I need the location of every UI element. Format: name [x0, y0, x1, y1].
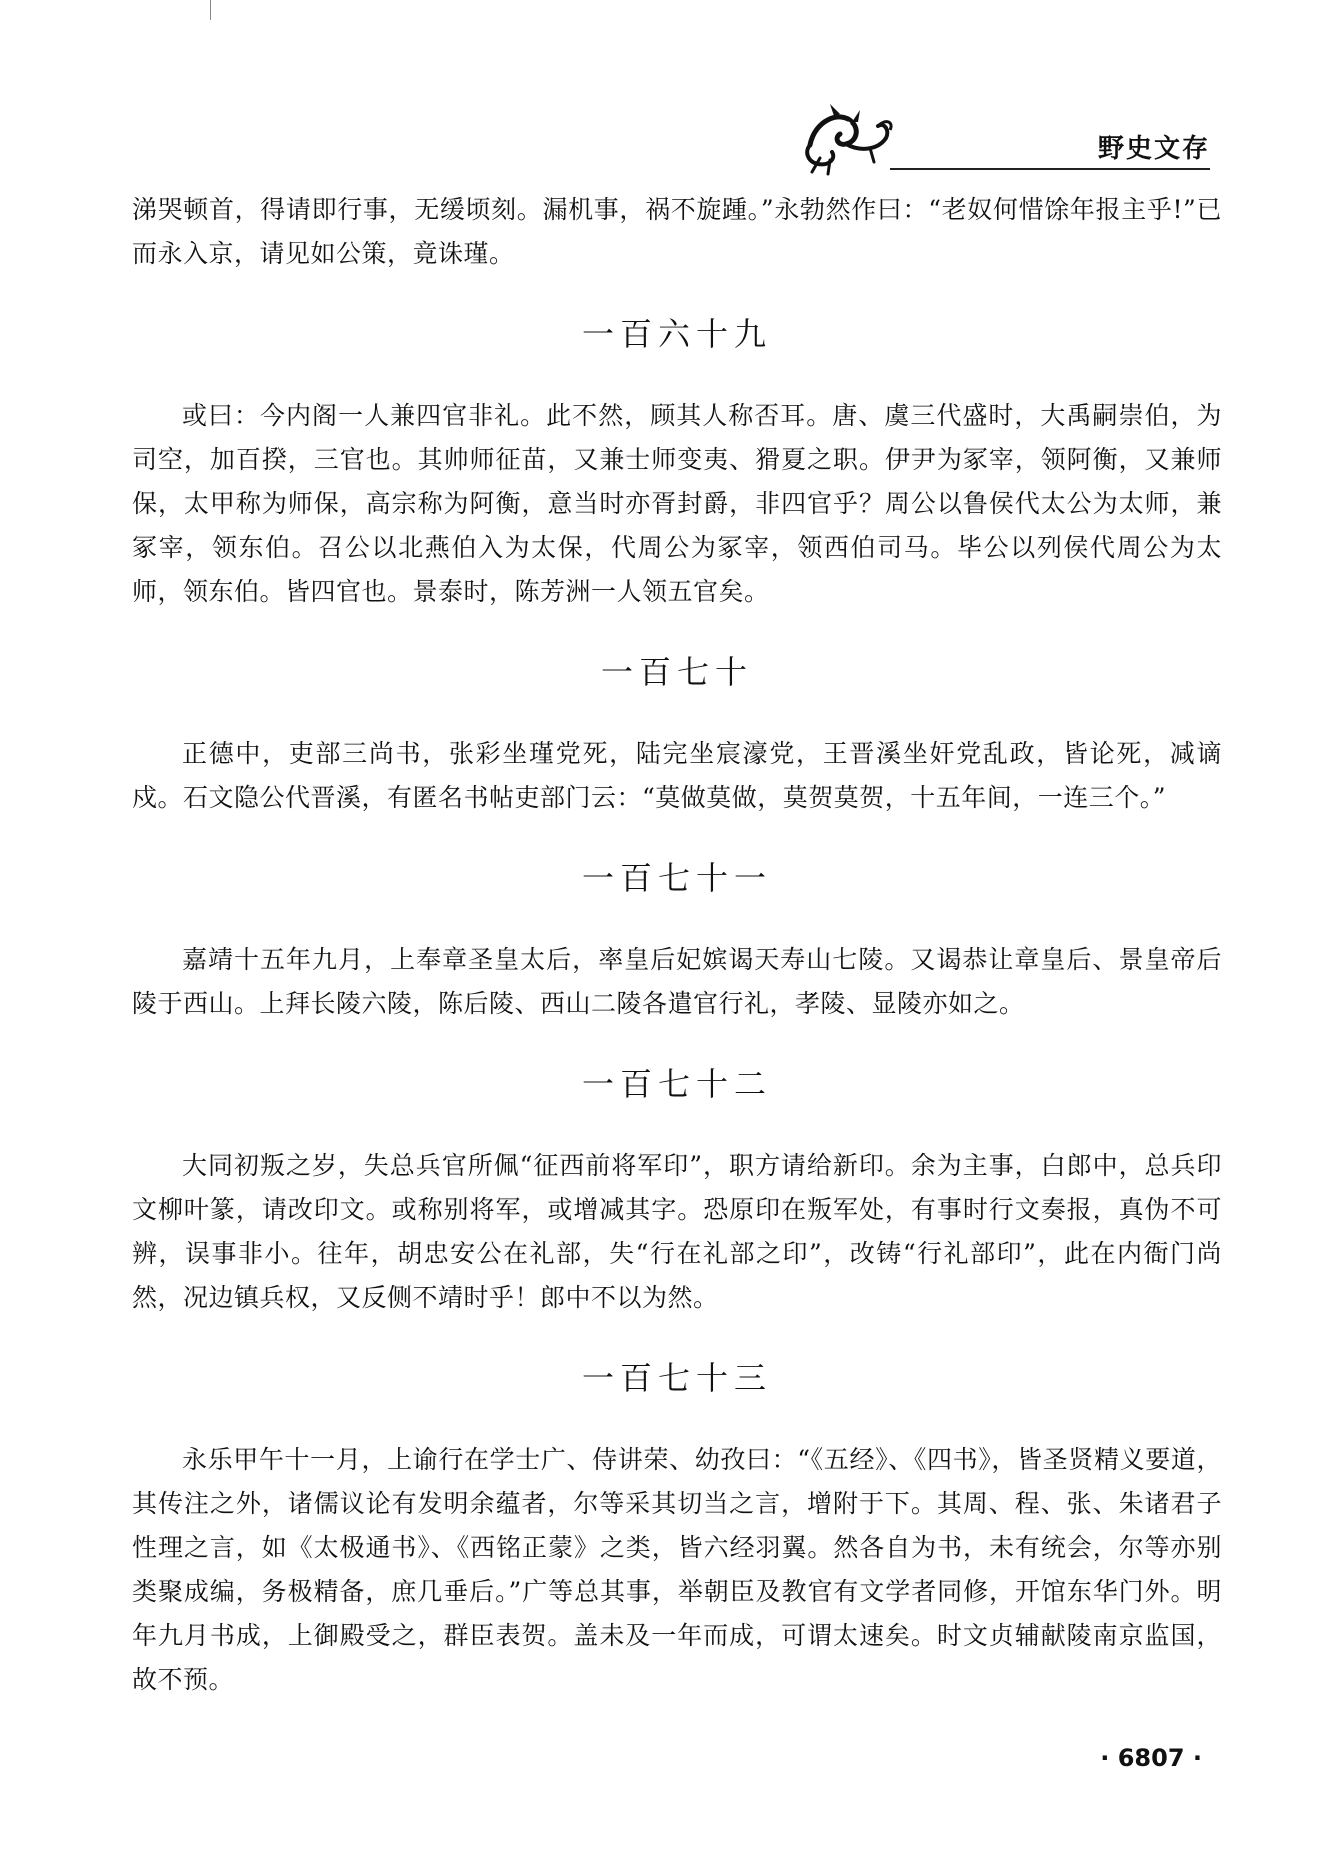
paragraph-170: 正德中，吏部三尚书，张彩坐瑾党死，陆完坐宸濠党，王晋溪坐奸党乱政，皆论死，减谪戍。石文隐公代晋溪，有匿名书帖吏部门云：“莫做莫做，莫贺莫贺，十五年间，一连三个。”	[132, 739, 1222, 812]
section-heading-169: 一百六十九	[581, 315, 772, 353]
series-title: 野史文存	[1097, 134, 1210, 164]
paragraph-172: 大同初叛之岁，失总兵官所佩“征西前将军印”，职方请给新印。余为主事，白郎中，总兵印文柳叶篆，请改印文。或称别将军，或增减其字。恐原印在叛军处，有事时行文奏报，真伪不可辨，误事非小。往年，胡忠安公在礼部，失“行在礼部之印”，改铸“行礼部印”，此在内衙门尚然，况边镇兵权，又反侧不靖时乎！郎中不以为然。	[132, 1151, 1222, 1312]
section-heading-172: 一百七十二	[581, 1065, 772, 1103]
section-heading-171: 一百七十一	[581, 859, 772, 897]
page-number: · 6807 ·	[1100, 1744, 1202, 1772]
section-heading-173: 一百七十三	[581, 1359, 772, 1397]
header-rule	[890, 168, 1210, 170]
paragraph-173: 永乐甲午十一月，上谕行在学士广、侍讲荣、幼孜曰：“《五经》、《四书》，皆圣贤精义要道，其传注之外，诸儒议论有发明余蕴者，尔等采其切当之言，增附于下。其周、程、张、朱诸君子性理之言，如《太极通书》、《西铭正蒙》之类，皆六经羽翼。然各自为书，未有统会，尔等亦别类聚成编，务极精备，庶几垂后。”广等总其事，举朝臣及教官有文学者同修，开馆东华门外。明年九月书成，上御殿受之，群臣表贺。盖未及一年而成，可谓太速矣。时文贞辅献陵南京监国，故不预。	[132, 1445, 1222, 1694]
section-heading-170: 一百七十	[600, 653, 753, 691]
scan-mark	[210, 0, 211, 20]
dragon-icon	[790, 100, 900, 180]
page-body	[132, 188, 1222, 1702]
paragraph-171: 嘉靖十五年九月，上奉章圣皇太后，率皇后妃嫔谒天寿山七陵。又谒恭让章皇后、景皇帝后陵于西山。上拜长陵六陵，陈后陵、西山二陵各遣官行礼，孝陵、显陵亦如之。	[132, 945, 1222, 1018]
running-header	[790, 100, 1210, 180]
paragraph-continued: 涕哭顿首，得请即行事，无缓顷刻。漏机事，祸不旋踵。”永勃然作曰：“老奴何惜馀年报主乎!”已而永入京，请见如公策，竟诛瑾。	[132, 195, 1222, 268]
paragraph-169: 或曰：今内阁一人兼四官非礼。此不然，顾其人称否耳。唐、虞三代盛时，大禹嗣崇伯，为司空，加百揆，三官也。其帅师征苗，又兼士师变夷、猾夏之职。伊尹为冢宰，领阿衡，又兼师保，太甲称为师保，高宗称为阿衡，意当时亦胥封爵，非四官乎？周公以鲁侯代太公为太师，兼冢宰，领东伯。召公以北燕伯入为太保，代周公为冢宰，领西伯司马。毕公以列侯代周公为太师，领东伯。皆四官也。景泰时，陈芳洲一人领五官矣。	[132, 401, 1222, 606]
